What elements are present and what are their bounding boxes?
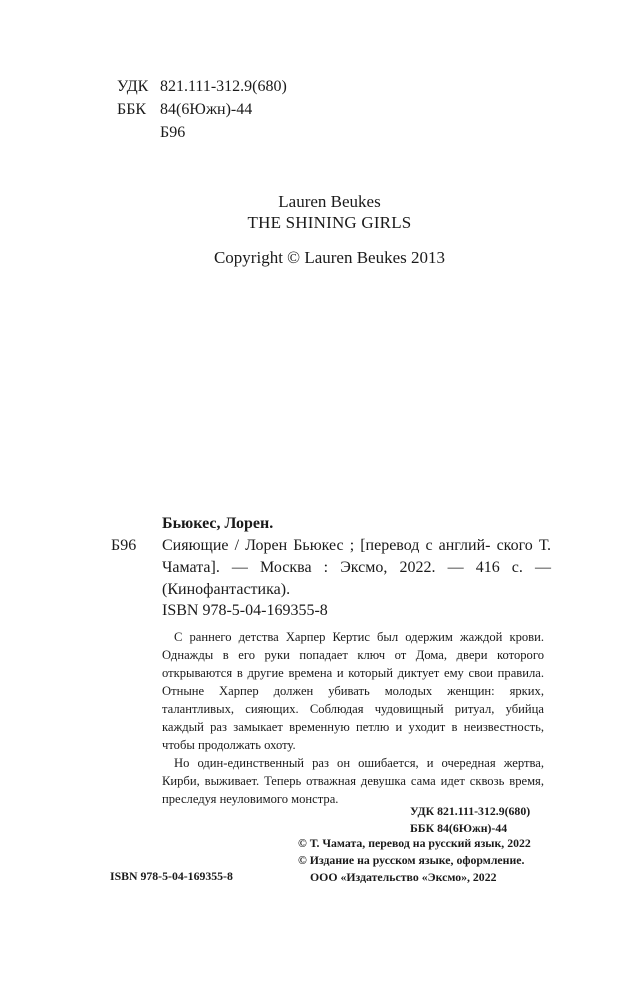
- udk-label: УДК: [117, 78, 149, 95]
- annotation-paragraph-2: Но один-единственный раз он ошибается, и очередная жертва, Кирби, выживает. Теперь отважная девушка сама идет сквозь время, преследуя неуловимого монстра.: [162, 756, 544, 806]
- author-mark: Б96: [111, 537, 137, 554]
- bottom-bbk: ББК 84(6Южн)-44: [410, 821, 508, 835]
- bibliographic-row: [111, 535, 551, 601]
- bibliographic-line-1: Сияющие / Лорен Бьюкес ; [перевод с англий-: [162, 537, 491, 554]
- bottom-classification: [410, 803, 530, 837]
- rights-notice: [298, 835, 531, 886]
- classification-codes: [117, 75, 287, 144]
- author-mark-value: Б96: [160, 124, 186, 141]
- bbk-row: [117, 98, 287, 121]
- bibliographic-author: Бьюкес, Лорен.: [162, 515, 274, 532]
- isbn-bottom: ISBN 978-5-04-169355-8: [110, 869, 233, 883]
- annotation: [162, 628, 544, 808]
- bbk-label: ББК: [117, 101, 147, 118]
- edition-copyright-line-1: © Издание на русском языке, оформление.: [298, 853, 525, 867]
- original-author: Lauren Beukes: [278, 192, 381, 211]
- original-copyright: Copyright © Lauren Beukes 2013: [213, 248, 446, 267]
- edition-copyright-line-2: ООО «Издательство «Эксмо», 2022: [310, 870, 497, 884]
- original-title: THE SHINING GIRLS: [247, 213, 412, 232]
- bottom-udk: УДК 821.111-312.9(680): [410, 804, 531, 818]
- annotation-paragraph-1: С раннего детства Харпер Кертис был одержим жаждой крови. Однажды в его руки попадает ключ от Дома, двери которого открываются в другие времена и который диктует ему свои правила. Отныне Харпер должен убивать молодых женщин: ярких, талантливых, сияющих. Соблюдая чудовищный ритуал, убийца каждый раз замыкает временную петлю и уходит в неизвестность, чтобы продолжать охоту.: [162, 630, 544, 752]
- bibliographic-description: [162, 535, 551, 601]
- bbk-value: 84(6Южн)-44: [160, 101, 253, 118]
- author-mark-label: [117, 121, 160, 144]
- udk-value: 821.111-312.9(680): [160, 78, 287, 95]
- author-mark-row: [117, 121, 287, 144]
- bibliographic-record: [111, 513, 551, 601]
- translation-copyright: © Т. Чамата, перевод на русский язык, 2022: [298, 836, 531, 850]
- bibliographic-line-rest: ского Т. Чамата]. — Москва : Эксмо, 2022. — 416 с. — (Кинофантастика).: [162, 537, 552, 598]
- udk-row: [117, 75, 287, 98]
- isbn-main: ISBN 978-5-04-169355-8: [162, 602, 328, 619]
